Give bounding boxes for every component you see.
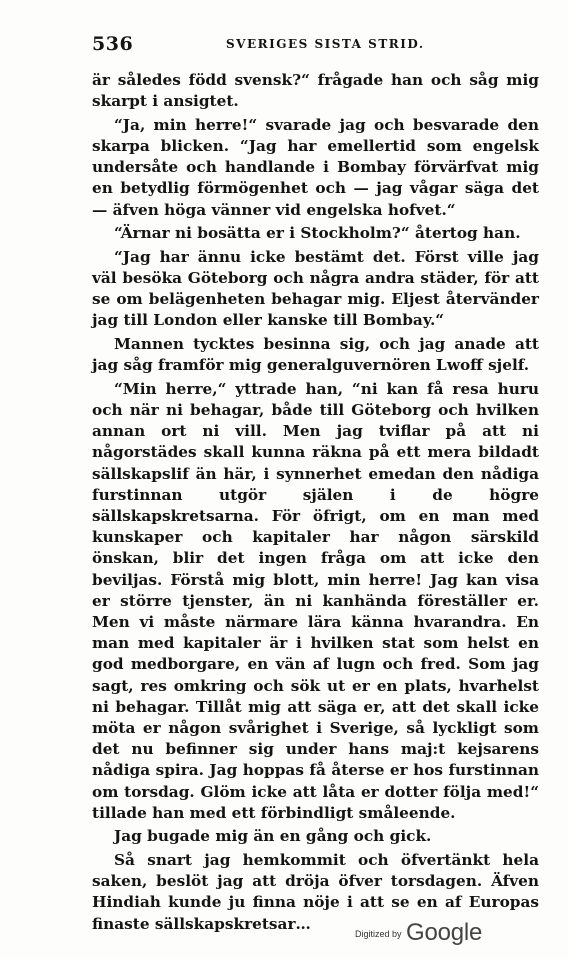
paragraph: Så snart jag hemkommit och öfvertänkt hela saken, beslöt jag att dröja öfver torsdagen. Äfven Hindiah kunde ju finna nöje i att se en af Europas finaste sällskapskretsar… bbox=[92, 851, 539, 933]
paragraph: “Min herre,“ yttrade han, “ni kan få resa huru och när ni behagar, både till Göteborg och hvilken annan ort ni vill. Men jag tviflar på att ni någorstädes skall kunna räkna på ett mera bildadt sällskapslif än här, i synnerhet emedan den nådiga furstinnan utgör själen i de högre sällskapskretsarna. För öfrigt, om en man med kunskaper och kapitaler har någon särskild önskan, blir det ingen fråga om att icke den beviljas. Förstå mig blott, min herre! Jag kan visa er större tjenster, än ni kanhända föreställer er. Men vi måste närmare lära känna hvarandra. En man med kapitaler är i hvilken stat som helst en god medborgare, en vän af lugn och fred. Som jag sagt, res omkring och sök ut er en plats, hvarhelst ni behagar. Tillåt mig att säga er, att det skall icke möta er någon svårighet i Sverige, så lyckligt som det nu befinner sig under hans maj:t kejsarens nådiga spira. Jag hoppas få återse er hos furstinnan om torsdag. Glöm icke att låta er dotter följa med!“ tillade han med ett förbindligt småleende. bbox=[92, 379, 539, 822]
paragraph: “Jag har ännu icke bestämt det. Först ville jag väl besöka Göteborg och några andra städer, för att se om belägenheten behagar mig. Eljest återvänder jag till London eller kanske till Bombay.“ bbox=[92, 247, 539, 330]
paragraph: är således född svensk?“ frågade han och såg mig skarpt i ansigtet. bbox=[92, 71, 539, 111]
page-number: 536 bbox=[92, 33, 134, 55]
google-logo: Google bbox=[405, 919, 483, 946]
paragraph: Jag bugade mig än en gång och gick. bbox=[114, 827, 432, 846]
body-text bbox=[92, 70, 539, 937]
page-header bbox=[92, 33, 552, 55]
running-title: SVERIGES SISTA STRID. bbox=[226, 37, 425, 51]
paragraph: “Ärnar ni bosätta er i Stockholm?“ återtog han. bbox=[114, 224, 521, 243]
paragraph: Mannen tycktes besinna sig, och jag anade att jag såg framför mig generalguvernören Lwoff sjelf. bbox=[92, 335, 539, 375]
paragraph: “Ja, min herre!“ svarade jag och besvarade den skarpa blicken. “Jag har emellertid som engelsk undersåte och handlande i Bombay förvärfvat mig en betydlig förmögenhet och — jag vågar säga det — äfven höga vänner vid engelska hofvet.“ bbox=[92, 115, 539, 219]
digitized-by-label: Digitized by bbox=[355, 929, 402, 939]
digitized-by-watermark bbox=[355, 919, 482, 947]
